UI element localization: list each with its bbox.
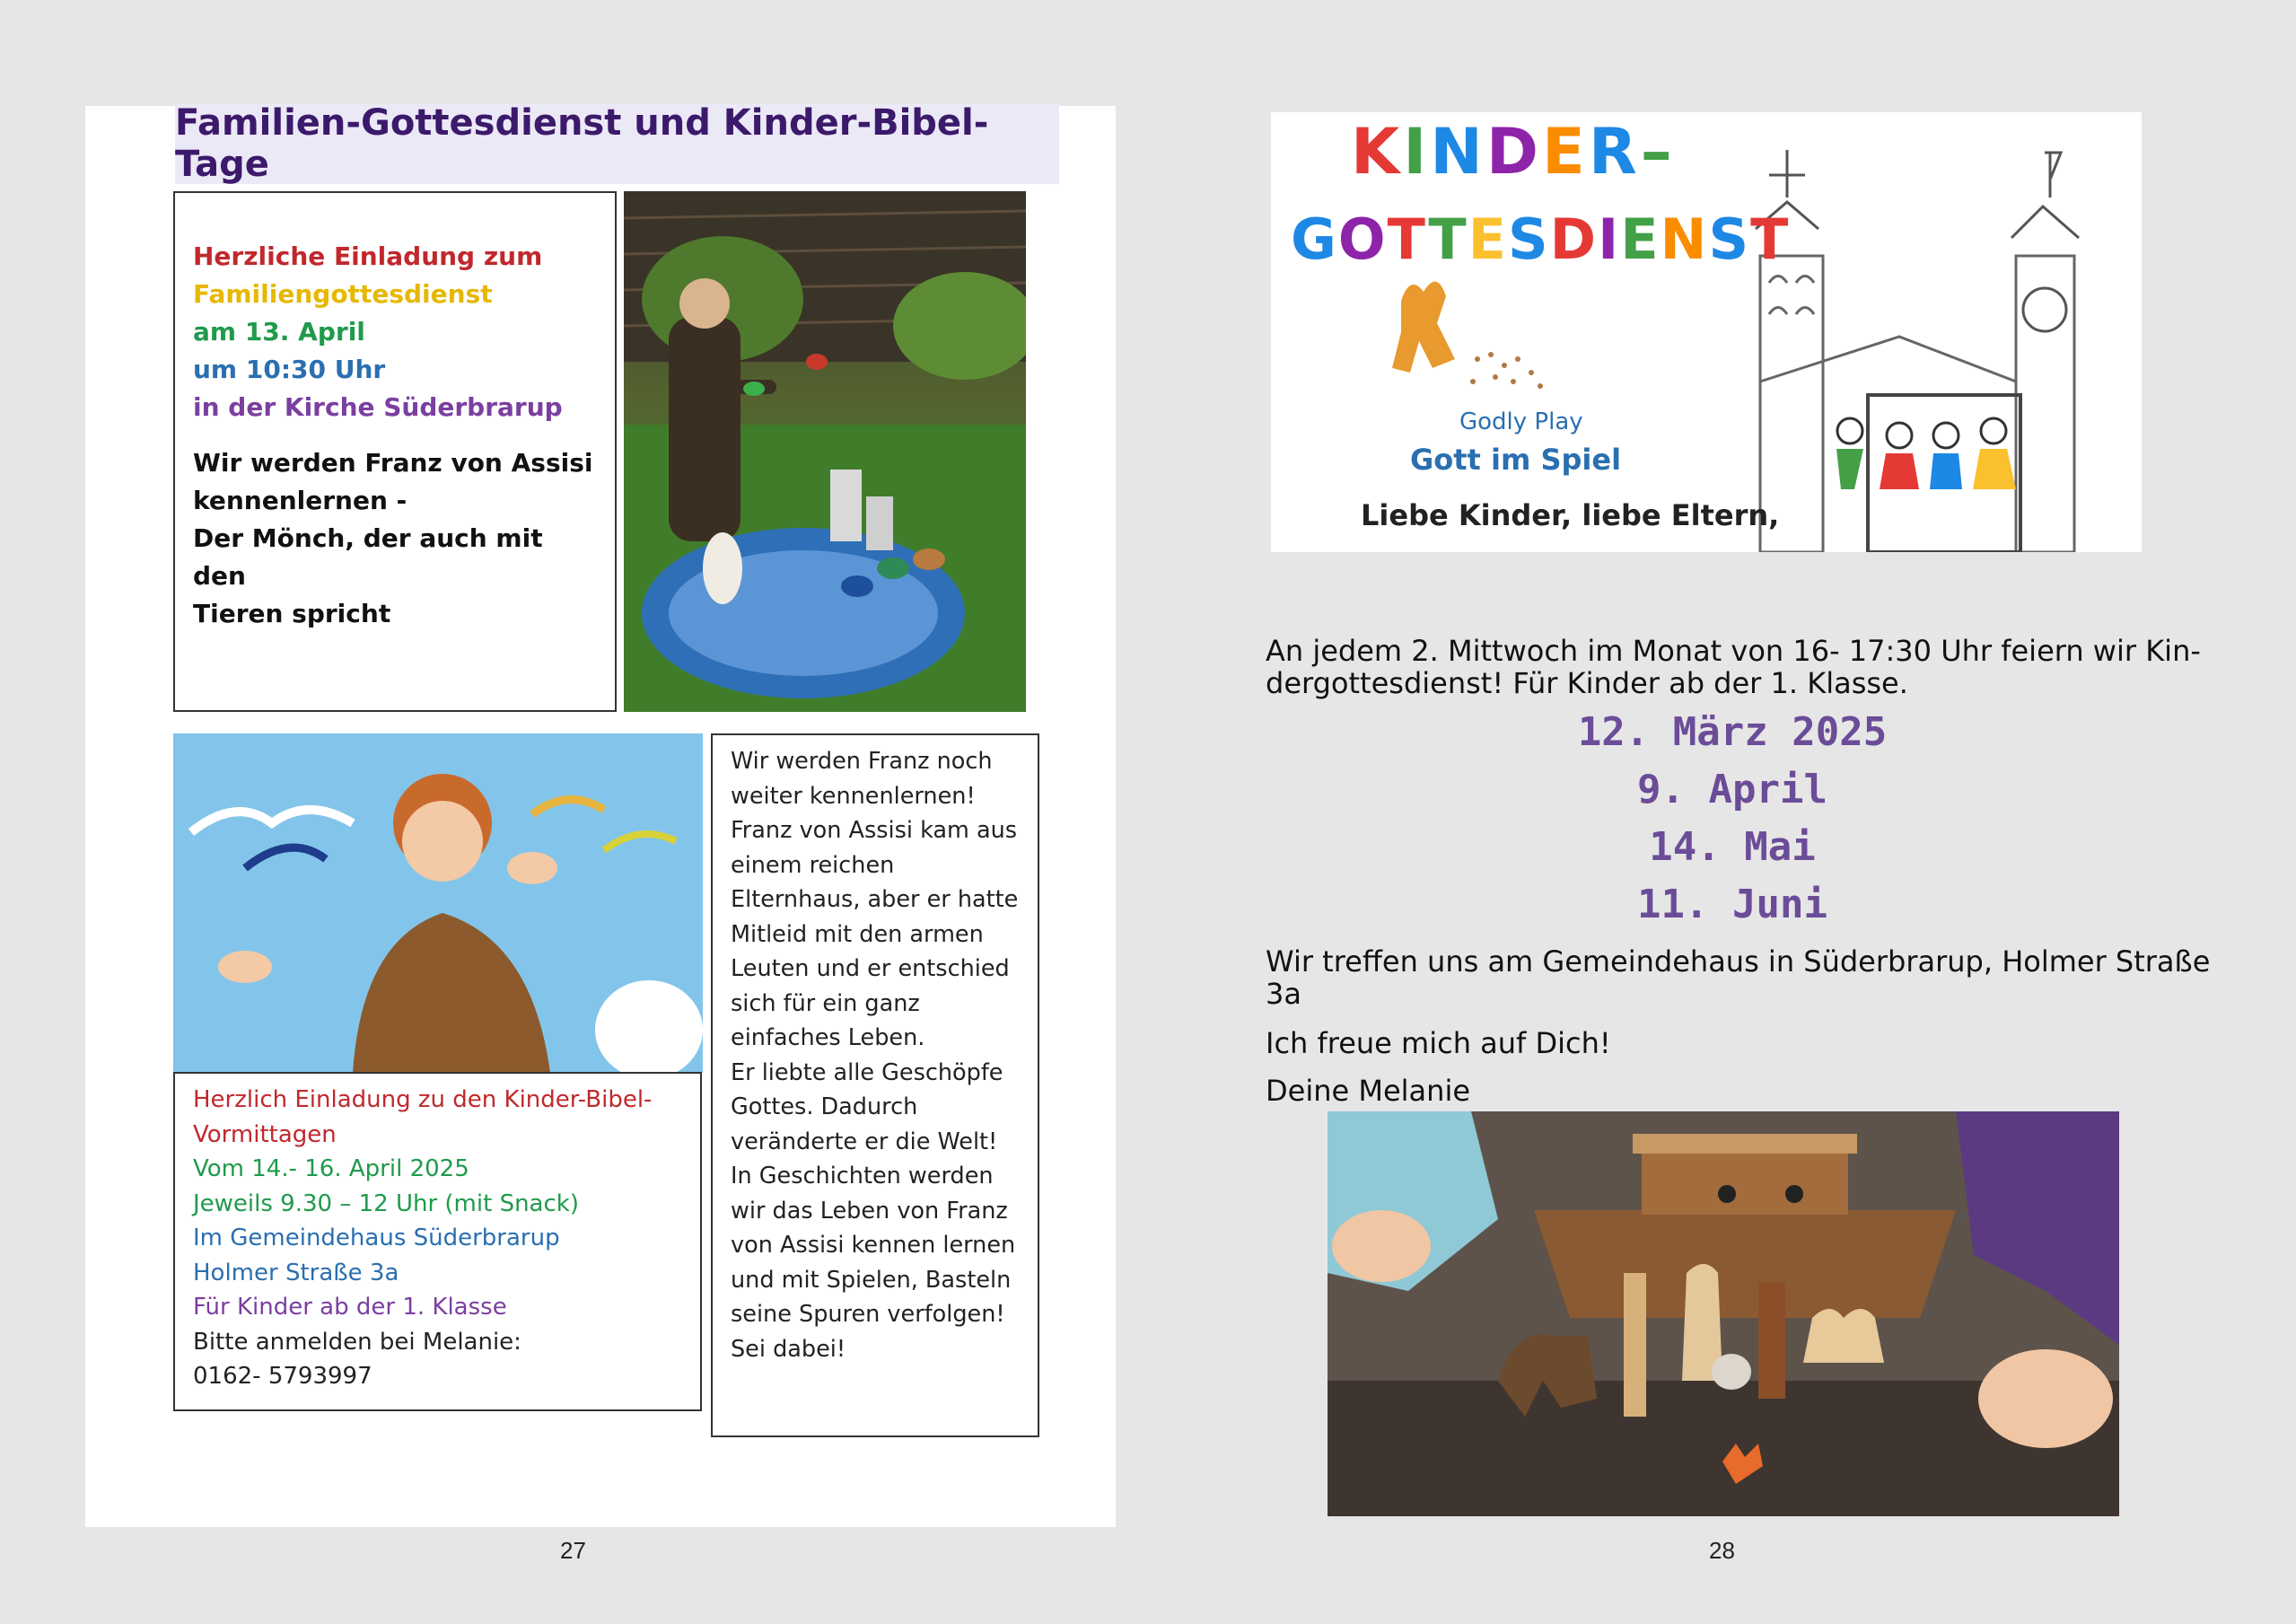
- page-title: Familien-Gottesdienst und Kinder-Bibel-Tage: [175, 102, 989, 185]
- logo-title-line2: [1291, 206, 1790, 272]
- logo-letter: I: [1598, 206, 1621, 272]
- bibel-tage-line: Herzlich Einladung zu den Kinder-Bibel-: [193, 1086, 653, 1113]
- franz-story-line: Wir werden Franz noch: [731, 748, 993, 775]
- invitation-box: [173, 191, 617, 712]
- meeting-line-1: Wir treffen uns am Gemeindehaus in Süderbrarup, Holmer Straße: [1266, 944, 2211, 979]
- franz-birds-painting: [173, 733, 703, 1073]
- intro-line-2: dergottesdienst! Für Kinder ab der 1. Klasse.: [1266, 666, 1908, 700]
- bibel-tage-line: Für Kinder ab der 1. Klasse: [193, 1294, 507, 1321]
- franz-intro-line: kennenlernen -: [193, 486, 407, 515]
- franz-intro-line: Tieren spricht: [193, 599, 391, 628]
- franz-story-line: Elternhaus, aber er hatte: [731, 886, 1019, 913]
- bibel-tage-line: Vom 14.- 16. April 2025: [193, 1155, 469, 1182]
- logo-letter: O: [1337, 206, 1388, 272]
- invitation-line: in der Kirche Süderbrarup: [193, 392, 563, 422]
- meeting-line-2: 3a: [1266, 977, 1301, 1011]
- page-number-right: 28: [1709, 1537, 1735, 1564]
- logo-letter: D: [1485, 115, 1542, 189]
- logo-letter: –: [1640, 115, 1676, 189]
- logo-title-line1: [1351, 115, 1676, 189]
- franz-story-lines: [731, 744, 1020, 1366]
- noahs-ark-photo: [1328, 1111, 2119, 1516]
- franz-story-line: und mit Spielen, Basteln: [731, 1266, 1012, 1294]
- date-3: 14. Mai: [1649, 824, 1816, 870]
- bibel-tage-line: Jeweils 9.30 – 12 Uhr (mit Snack): [193, 1189, 579, 1217]
- intro-line-1: An jedem 2. Mittwoch im Monat von 16- 17:30 Uhr feiern wir Kin-: [1266, 634, 2201, 668]
- logo-letter: T: [1750, 206, 1791, 272]
- franz-story-line: Sei dabei!: [731, 1335, 846, 1363]
- invitation-line: Herzliche Einladung zum: [193, 241, 543, 271]
- logo-letter: E: [1542, 115, 1589, 189]
- logo-letter: E: [1468, 206, 1508, 272]
- logo-letter: S: [1708, 206, 1751, 272]
- logo-gott-im-spiel: Gott im Spiel: [1410, 443, 1622, 477]
- franz-story-line: Franz von Assisi kam aus: [731, 817, 1018, 844]
- logo-greeting: Liebe Kinder, liebe Eltern,: [1361, 498, 1780, 532]
- bibel-tage-box: [173, 1072, 702, 1411]
- franz-story-line: Leuten und er entschied: [731, 955, 1010, 982]
- franz-story-box: [711, 733, 1039, 1437]
- invitation-lines: [193, 238, 597, 426]
- franz-story-line: In Geschichten werden: [731, 1163, 994, 1189]
- franz-story-line: von Assisi kennen lernen: [731, 1232, 1016, 1259]
- logo-letter: T: [1428, 206, 1468, 272]
- page-number-left: 27: [560, 1537, 586, 1564]
- logo-letter: K: [1351, 115, 1404, 189]
- logo-letter: N: [1660, 206, 1709, 272]
- franz-story-line: einem reichen: [731, 851, 895, 879]
- franz-intro-line: Der Mönch, der auch mit den: [193, 523, 543, 591]
- franz-story-line: weiter kennenlernen!: [731, 782, 976, 810]
- bibel-tage-line: Holmer Straße 3a: [193, 1259, 399, 1286]
- bibel-tage-line: Im Gemeindehaus Süderbrarup: [193, 1225, 560, 1251]
- franz-story-line: veränderte er die Welt!: [731, 1128, 998, 1155]
- franz-story-line: seine Spuren verfolgen!: [731, 1301, 1005, 1328]
- logo-letter: S: [1507, 206, 1550, 272]
- invitation-line: Familiengottesdienst: [193, 279, 493, 309]
- franz-figurine-photo: [624, 191, 1026, 712]
- logo-letter: E: [1620, 206, 1661, 272]
- franz-story-line: Gottes. Dadurch: [731, 1093, 918, 1120]
- logo-letter: N: [1430, 115, 1486, 189]
- franz-intro-line: Wir werden Franz von Assisi: [193, 448, 593, 478]
- bibel-tage-lines: [193, 1083, 682, 1394]
- franz-story-line: einfaches Leben.: [731, 1024, 925, 1051]
- franz-story-line: Er liebte alle Geschöpfe: [731, 1058, 1003, 1086]
- franz-intro: [193, 444, 597, 633]
- logo-letter: D: [1549, 206, 1599, 272]
- invitation-line: um 10:30 Uhr: [193, 355, 386, 384]
- logo-letter: T: [1387, 206, 1429, 272]
- bibel-tage-line: Vormittagen: [193, 1120, 337, 1148]
- joy-line: Ich freue mich auf Dich!: [1266, 1026, 1611, 1060]
- signature: Deine Melanie: [1266, 1074, 1471, 1108]
- logo-letter: I: [1403, 115, 1431, 189]
- date-2: 9. April: [1637, 767, 1827, 812]
- franz-story-line: wir das Leben von Franz: [731, 1197, 1008, 1225]
- logo-letter: R: [1588, 115, 1641, 189]
- franz-story-line: sich für ein ganz: [731, 989, 920, 1017]
- invitation-line: am 13. April: [193, 317, 365, 347]
- franz-story-line: Mitleid mit den armen: [731, 920, 984, 948]
- bibel-tage-line: 0162- 5793997: [193, 1363, 372, 1390]
- date-1: 12. März 2025: [1577, 709, 1888, 755]
- date-4: 11. Juni: [1637, 882, 1827, 927]
- logo-godly-play: Godly Play: [1459, 408, 1583, 435]
- bibel-tage-line: Bitte anmelden bei Melanie:: [193, 1328, 521, 1356]
- logo-letter: G: [1291, 206, 1338, 272]
